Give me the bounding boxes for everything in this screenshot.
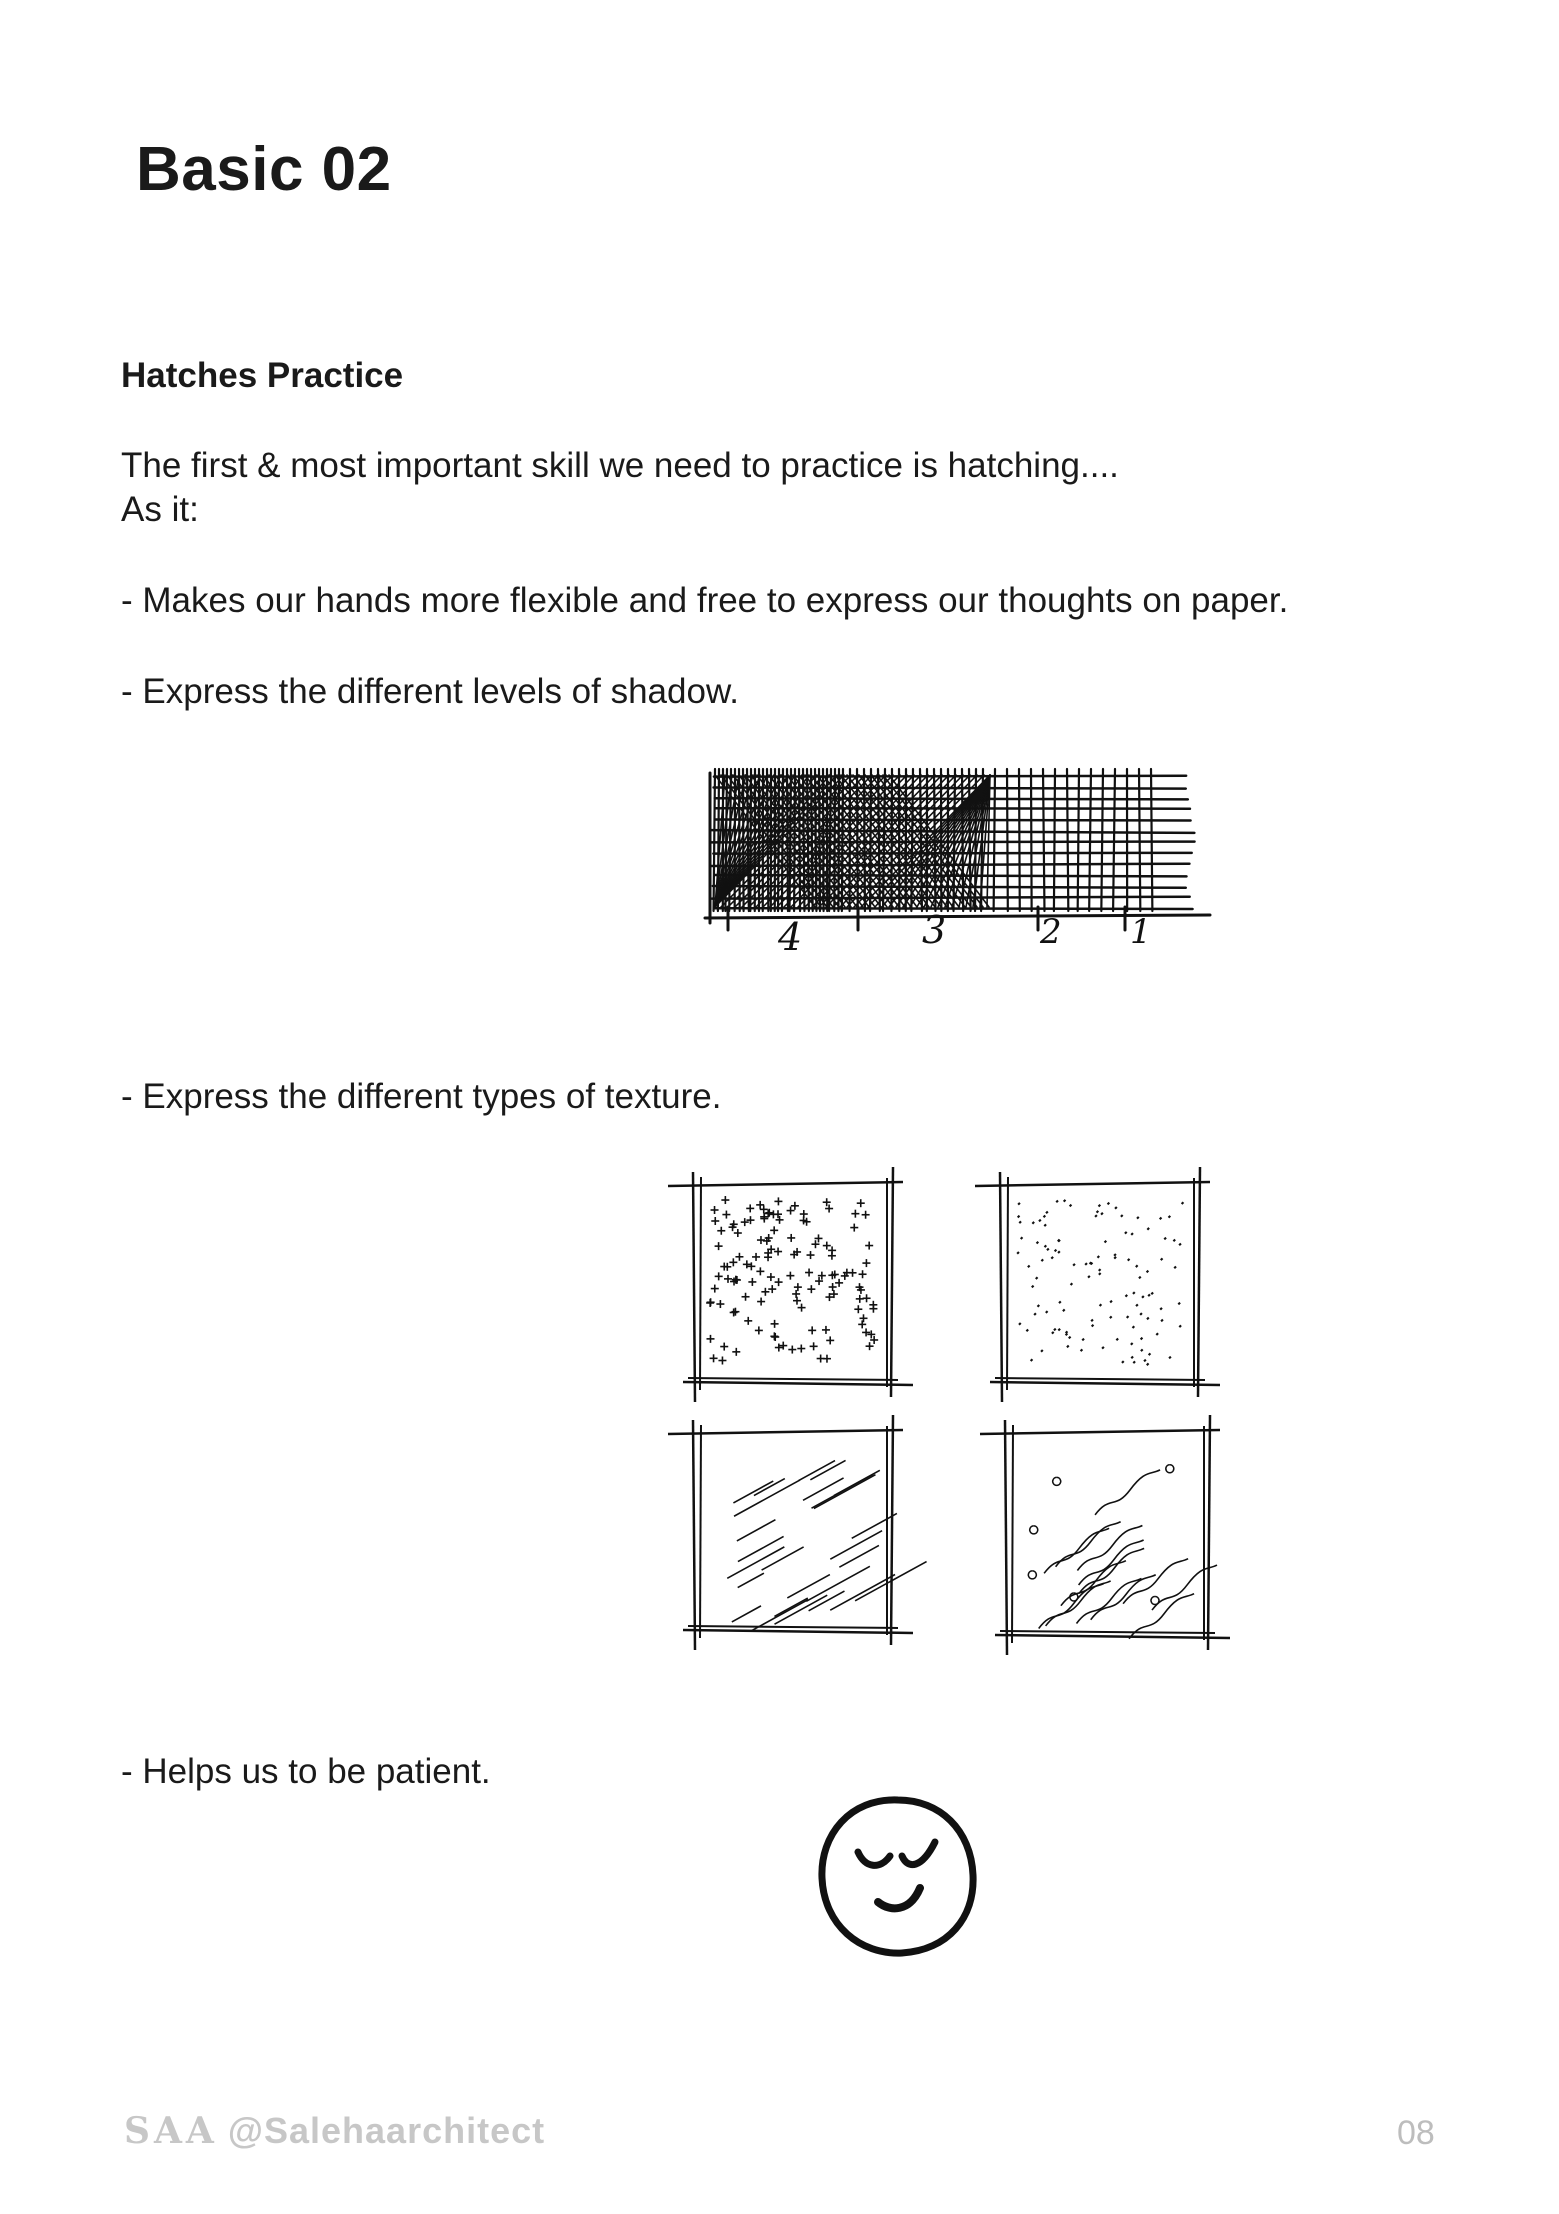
section-heading: Hatches Practice <box>121 356 404 395</box>
shading-level-1: 1 <box>1130 912 1152 952</box>
shading-level-3: 3 <box>922 908 947 952</box>
point-shadow-levels: - Express the different levels of shadow. <box>121 672 740 711</box>
footer-brand <box>124 2110 545 2152</box>
texture-swatches-sketch <box>645 1160 1255 1650</box>
page-number: 08 <box>1397 2114 1435 2152</box>
shading-scale-sketch <box>690 745 1230 985</box>
intro-line-1: The first & most important skill we need to practice is hatching.... <box>121 446 1119 485</box>
point-flexible-hands: - Makes our hands more flexible and free to express our thoughts on paper. <box>121 581 1289 620</box>
smiley-face-icon <box>810 1790 985 1965</box>
intro-text <box>121 444 1119 532</box>
texture-diagonal-square <box>668 1415 927 1650</box>
point-texture-types: - Express the different types of texture. <box>121 1077 722 1116</box>
brand-handle: @Salehaarchitect <box>227 2110 546 2151</box>
shading-level-2: 2 <box>1040 912 1062 952</box>
point-patience: - Helps us to be patient. <box>121 1752 491 1791</box>
texture-dots-square <box>975 1167 1220 1402</box>
texture-wood-grain-square <box>980 1415 1230 1655</box>
intro-line-2: As it: <box>121 490 199 529</box>
texture-crosses-square <box>668 1167 913 1402</box>
brand-logo: SAA <box>124 2110 218 2152</box>
page-title: Basic 02 <box>136 135 392 204</box>
shading-level-4: 4 <box>778 915 803 959</box>
